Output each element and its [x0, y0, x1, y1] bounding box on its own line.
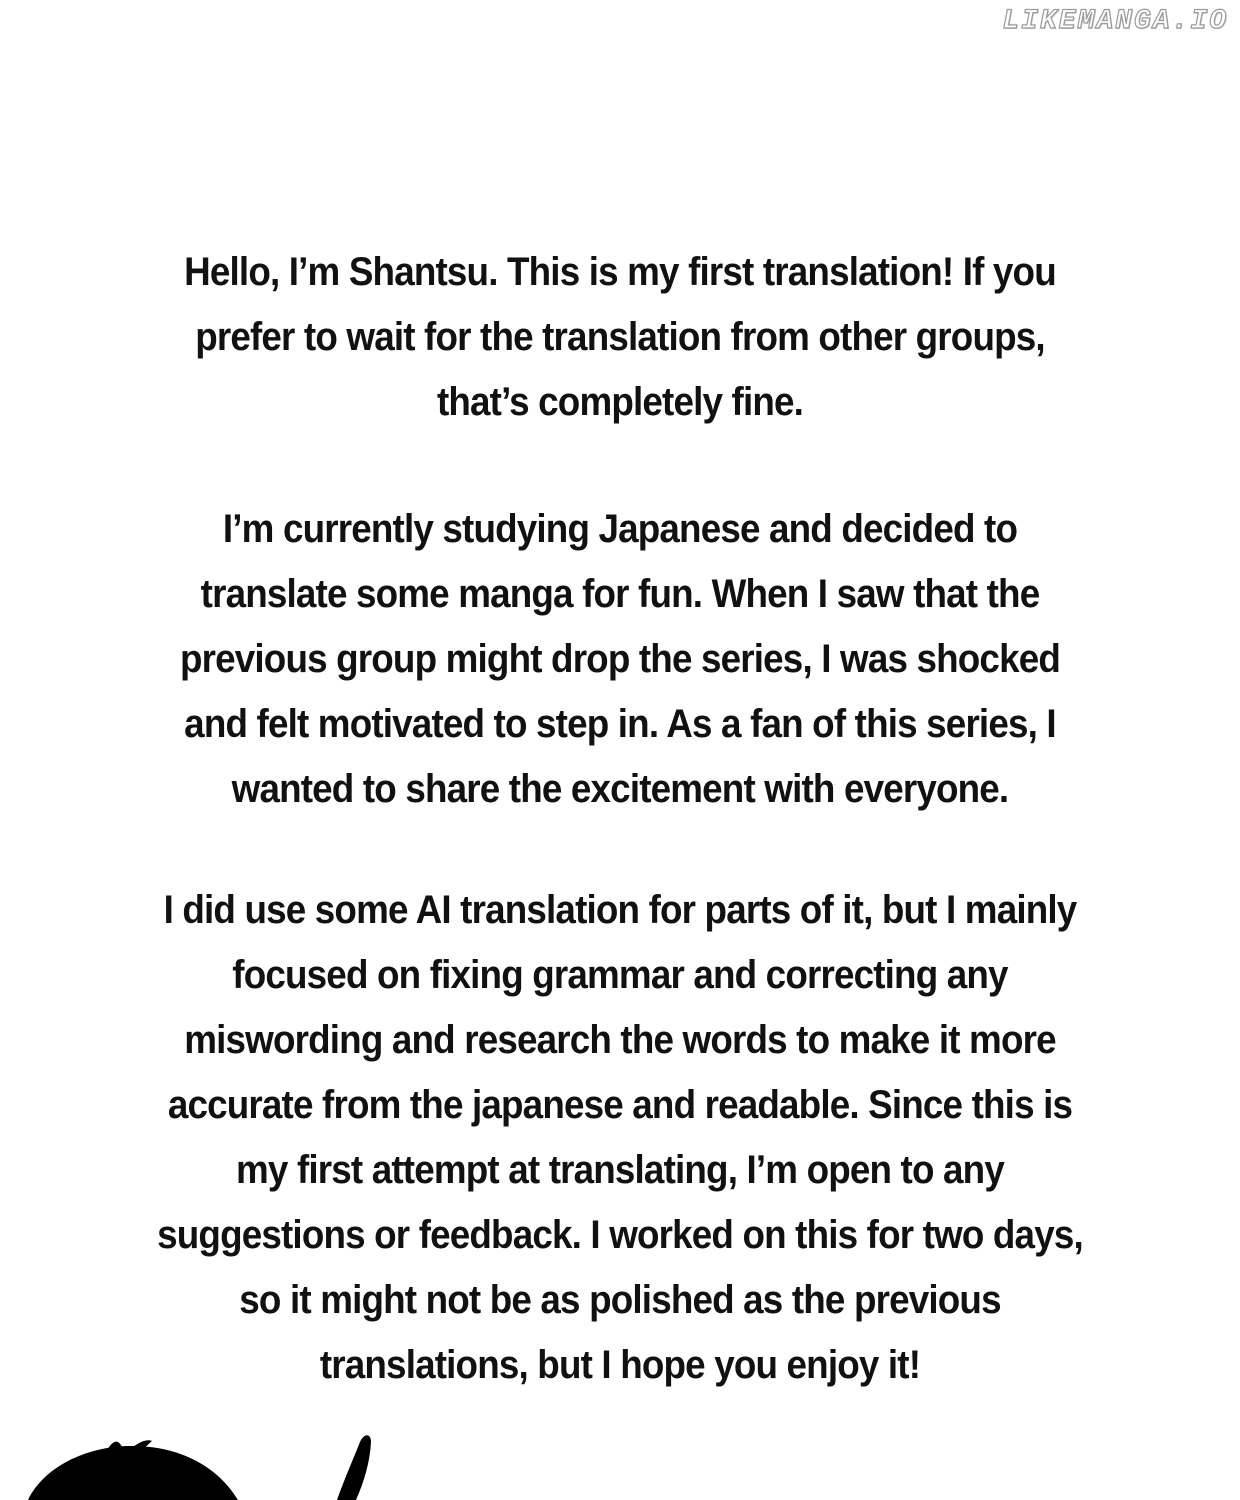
note-paragraph-method: I did use some AI translation for parts of it, but I mainly focused on fixing grammar and correcting any miswording and research the words to make it more accurate from the japanese and readable. Since this is my first attempt at translating, I’m open to any suggestions or feedback. I worked on this for two days, so it might not be as polished as the previous translations, but I hope you enjoy it!: [157, 888, 1083, 1387]
translator-note: [110, 240, 1130, 1459]
note-paragraph-intro: Hello, I’m Shantsu. This is my first translation! If you prefer to wait for the translation from other groups, that’s completely fine.: [184, 250, 1056, 424]
stroke-shape: [337, 1435, 371, 1500]
note-paragraph-motivation: I’m currently studying Japanese and decided to translate some manga for fun. When I saw that the previous group might drop the series, I was shocked and felt motivated to step in. As a fan of this series, I wanted to share the excitement with everyone.: [179, 507, 1061, 811]
tomato-silhouette-icon: [0, 1430, 420, 1500]
site-watermark: LIKEMANGA.IO: [1002, 6, 1228, 37]
